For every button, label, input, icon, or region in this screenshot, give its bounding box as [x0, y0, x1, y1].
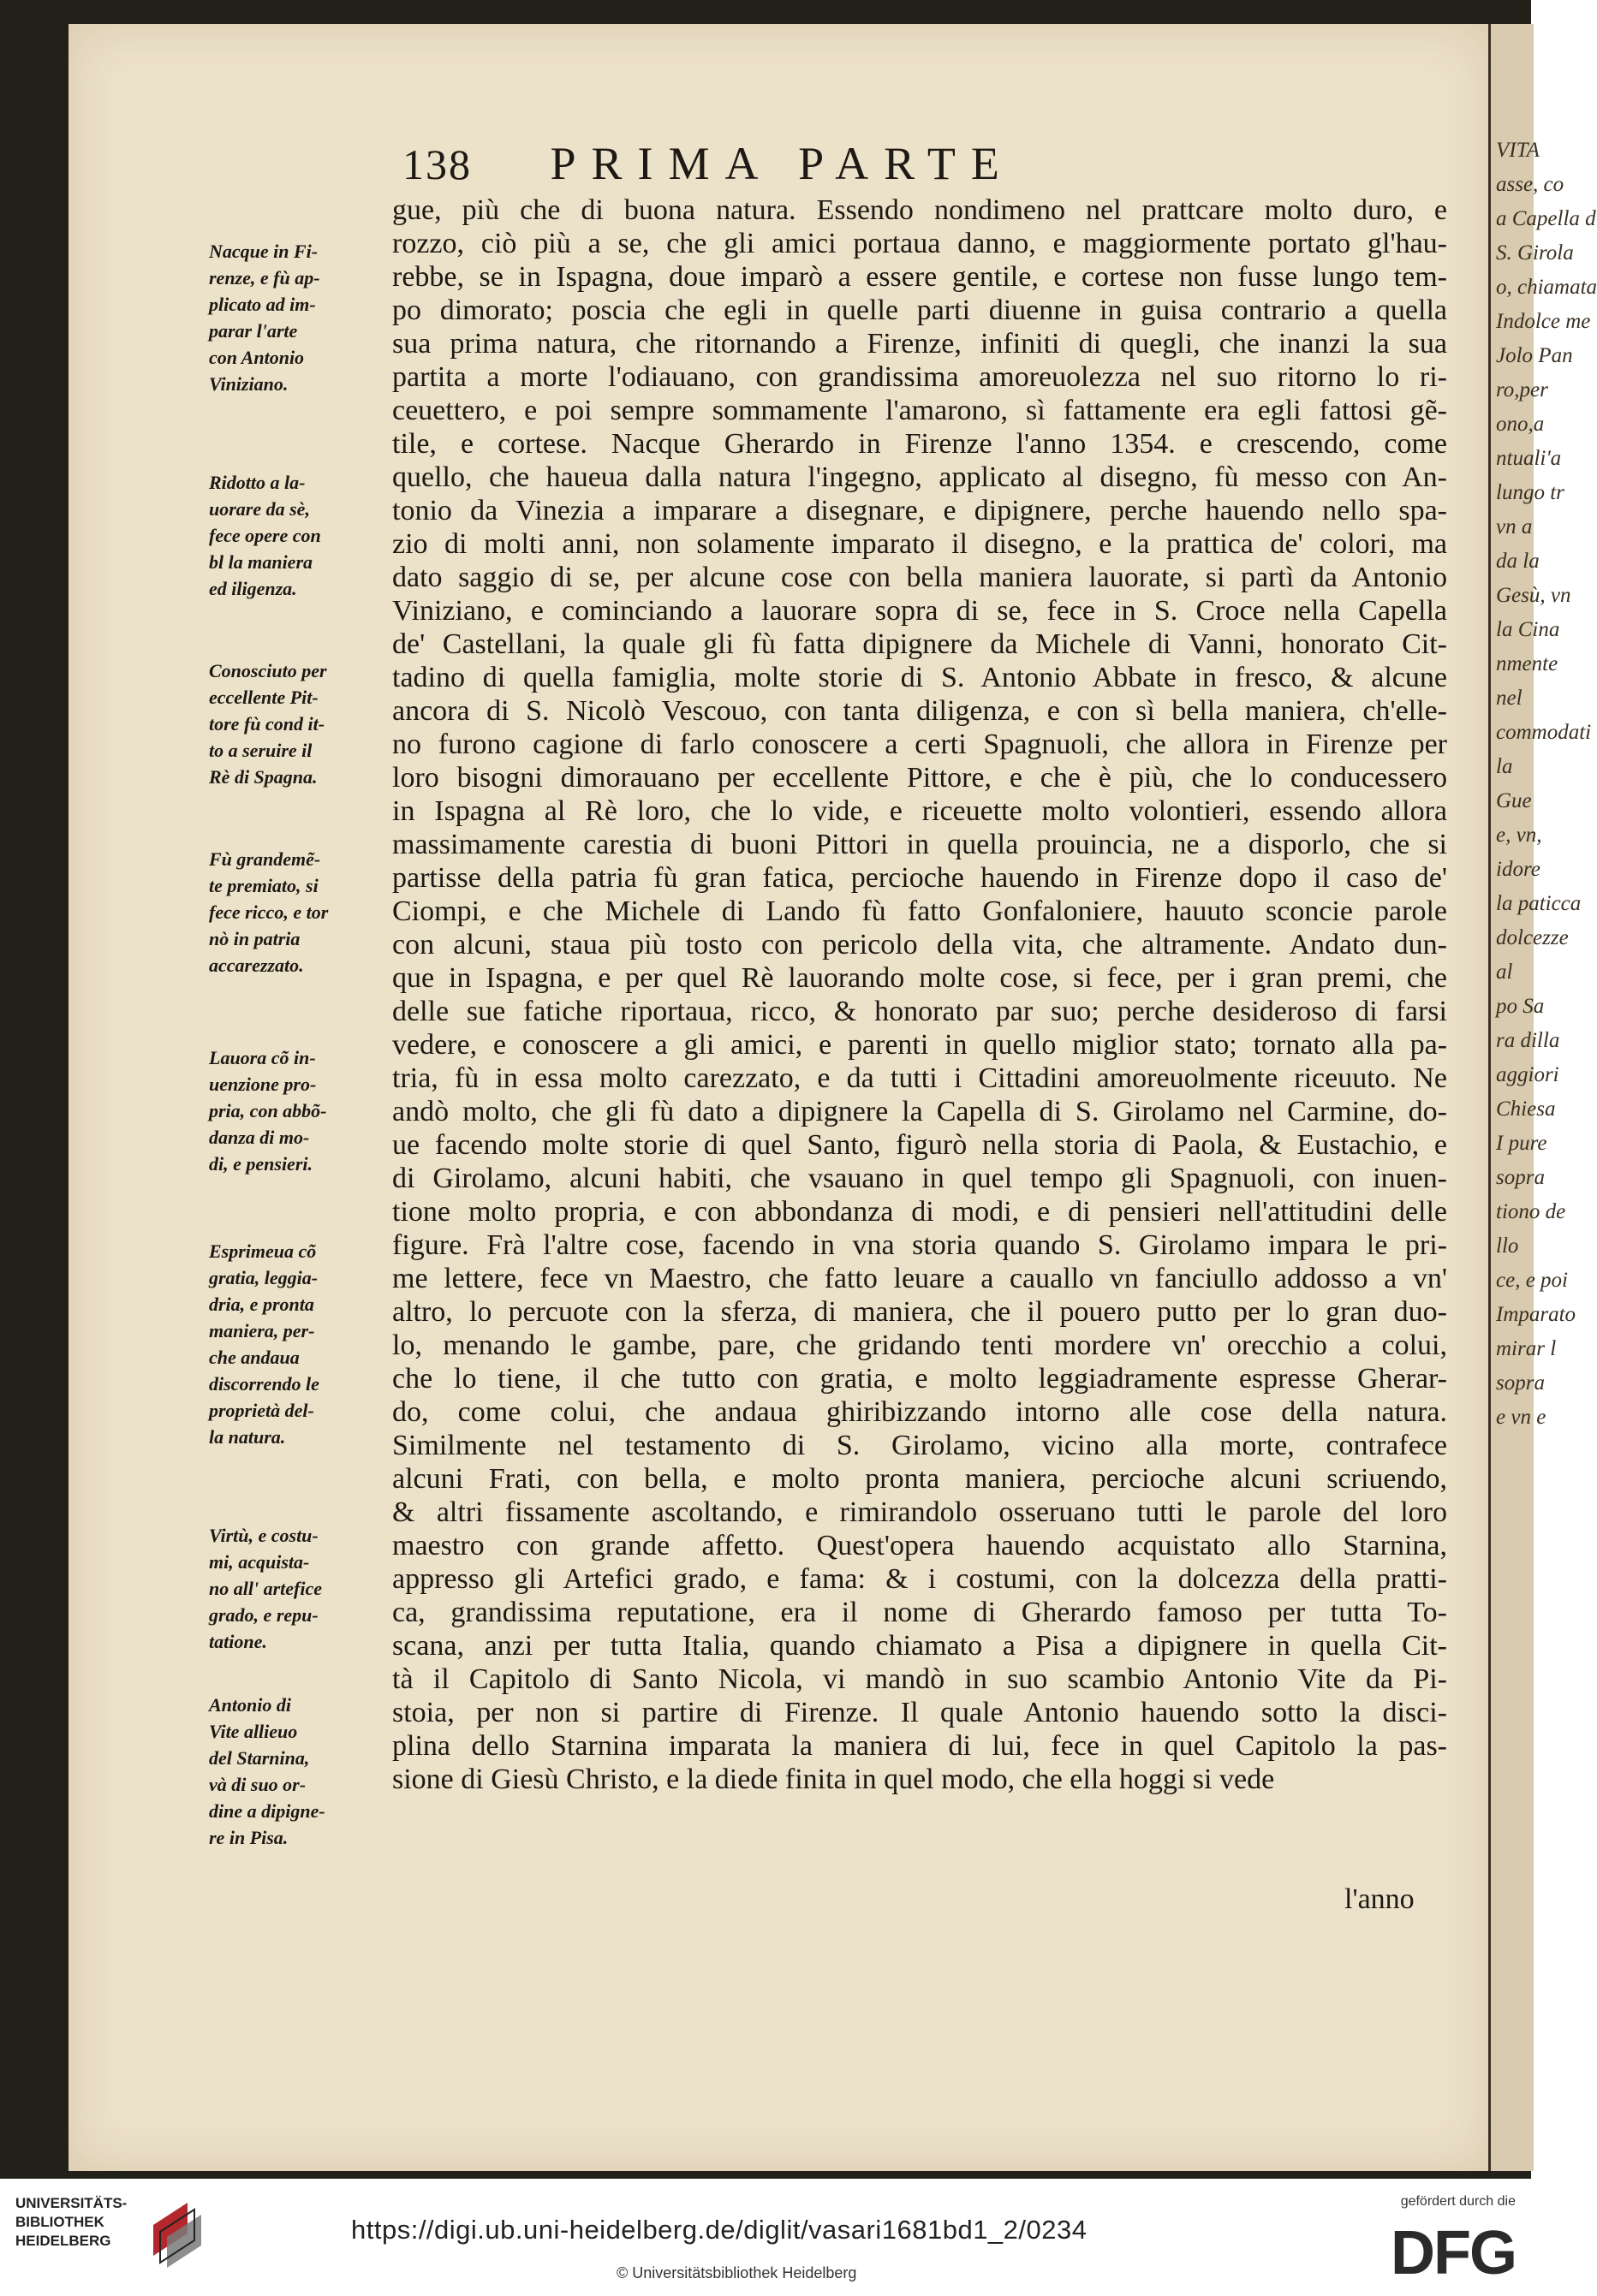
facing-page-fragment: a Capella d — [1496, 207, 1596, 230]
marginal-note-line: dria, e pronta — [209, 1294, 314, 1315]
facing-page-fragment: o, chiamata — [1496, 276, 1597, 299]
marginal-note-line: del Starnina, — [209, 1747, 310, 1769]
library-name-line: BIBLIOTHEK — [15, 2214, 104, 2230]
facing-page-fragment: dolcezze — [1496, 926, 1569, 949]
running-header — [402, 137, 1344, 197]
facing-page-fragment: sopra — [1496, 1371, 1545, 1395]
text-line: alcuni Frati, con bella, e molto pronta maniera, percioche alcuni scriuendo, — [392, 1463, 1447, 1495]
text-line: po dimorato; poscia che egli in quelle parti diuenne in guisa contrario a quella — [392, 294, 1447, 326]
text-line: tione molto propria, e con abbondanza di modi, e di pensieri nell'attitudini delle — [392, 1196, 1447, 1228]
text-line: appresso gli Artefici grado, e fama: & i costumi, con la dolcezza della pratti- — [392, 1563, 1447, 1595]
marginal-note-line: parar l'arte — [209, 320, 298, 342]
marginal-note-line: Lauora cõ in- — [209, 1047, 316, 1068]
text-line: plina dello Starnina imparata la maniera di lui, fece in quel Capitolo la pas- — [392, 1730, 1447, 1762]
marginal-note — [209, 469, 389, 602]
marginal-note-line: te premiato, si — [209, 875, 319, 896]
text-line: scana, anzi per tutta Italia, quando chiamato a Pisa a dipignere in quella Cit- — [392, 1630, 1447, 1662]
facing-page-fragment: e vn e — [1496, 1406, 1546, 1429]
marginal-note — [209, 1238, 389, 1450]
facing-page-fragment: la — [1496, 755, 1513, 778]
marginal-note-line: Viniziano. — [209, 373, 289, 395]
marginal-note-line: re in Pisa. — [209, 1827, 289, 1848]
text-line: que in Ispagna, e per quel Rè lauorando molte cose, si fece, per i gran premi, che — [392, 962, 1447, 994]
text-line: in Ispagna al Rè loro, che lo vide, e riceuette molto volontieri, essendo allora — [392, 795, 1447, 827]
marginal-note-line: to a seruire il — [209, 740, 313, 761]
marginal-note-line: Ridotto a la- — [209, 472, 306, 493]
marginal-note-line: Vite allieuo — [209, 1721, 298, 1742]
text-line: rozzo, ciò più a se, che gli amici portaua danno, e maggiormente portato gl'hau- — [392, 228, 1447, 259]
marginal-note-line: gratia, leggia- — [209, 1267, 319, 1288]
marginal-note-line: dine a dipigne- — [209, 1800, 325, 1822]
text-line: vedere, e conoscere a gli amici, e parenti in quello miglior stato; tornato alla pa- — [392, 1029, 1447, 1061]
facing-page-fragment: nmente — [1496, 652, 1558, 675]
marginal-note-line: eccellente Pit- — [209, 687, 319, 708]
marginal-note-line: plicato ad im- — [209, 294, 316, 315]
text-line: tile, e cortese. Nacque Gherardo in Firenze l'anno 1354. e crescendo, come — [392, 428, 1447, 460]
facing-page-fragment: ro,per — [1496, 378, 1548, 402]
text-line: rebbe, se in Ispagna, doue imparò a essere gentile, e cortese non fusse lungo tem- — [392, 261, 1447, 293]
text-line: andò molto, che gli fù dato a dipignere la Capella di S. Girolamo nel Carmine, do- — [392, 1096, 1447, 1127]
marginal-note — [209, 1044, 389, 1177]
text-line: tonio da Vinezia a imparare a disegnare, e dipignere, perche hauendo nello spa- — [392, 495, 1447, 526]
text-line: figure. Frà l'altre cose, facendo in vna storia quando S. Girolamo impara le pri- — [392, 1229, 1447, 1261]
facing-page-fragment: po Sa — [1496, 995, 1545, 1018]
facing-page-fragment: Gesù, vn — [1496, 584, 1571, 607]
facing-page-fragment: ntuali'a — [1496, 447, 1562, 470]
copyright-notice: © Universitätsbibliothek Heidelberg — [617, 2264, 857, 2281]
text-line: massimamente carestia di buoni Pittori in quella prouincia, ne a disporlo, che si — [392, 829, 1447, 860]
marginal-note-line: pria, con abbõ- — [209, 1100, 327, 1121]
text-line: stoia, per non si partire di Firenze. Il quale Antonio hauendo sotto la disci- — [392, 1697, 1447, 1728]
text-line: di Girolamo, alcuni habiti, che vsauano in quel tempo gli Spagnuoli, con inuen- — [392, 1163, 1447, 1194]
marginal-note-line: che andaua — [209, 1347, 300, 1368]
marginal-note-line: uorare da sè, — [209, 498, 310, 520]
marginal-note-line: bl la maniera — [209, 551, 313, 573]
marginal-note-line: tore fù cond it- — [209, 713, 325, 735]
text-line: dato saggio di se, per alcune cose con bella maniera lauorate, si partì da Antonio — [392, 562, 1447, 593]
text-line: partita a morte l'odiauano, con grandissima amoreuolezza nel suo ritorno lo ri- — [392, 361, 1447, 393]
facing-page-fragment: asse, co — [1496, 173, 1564, 196]
marginal-note-line: danza di mo- — [209, 1127, 310, 1148]
marginal-note-line: Virtù, e costu- — [209, 1525, 319, 1546]
marginal-note-line: fece opere con — [209, 525, 321, 546]
facing-page-edge — [1488, 24, 1597, 2171]
facing-page-fragment: I pure — [1496, 1132, 1547, 1155]
facing-page-fragment: la paticca — [1496, 892, 1582, 915]
marginal-note-line: fece ricco, e tor — [209, 901, 329, 923]
page-number: 138 — [402, 140, 472, 188]
marginal-note-line: grado, e repu- — [209, 1604, 319, 1626]
marginal-note — [209, 846, 389, 978]
marginal-note-line: con Antonio — [209, 347, 305, 368]
marginal-note-line: discorrendo le — [209, 1373, 319, 1395]
facing-page-fragment: S. Girola — [1496, 241, 1574, 265]
facing-page-fragment: tiono de — [1496, 1200, 1566, 1223]
text-line: Viniziano, e cominciando a lauorare sopra di se, fece in S. Croce nella Capella — [392, 595, 1447, 627]
marginal-note-line: la natura. — [209, 1426, 286, 1448]
text-line: gue, più che di buona natura. Essendo nondimeno nel prattcare molto duro, e — [392, 194, 1447, 226]
facing-page-fragment: da la — [1496, 550, 1540, 573]
text-line: con alcuni, staua più tosto con pericolo della vita, che altramente. Andato dun- — [392, 929, 1447, 961]
text-line: che lo tiene, il che tutto con gratia, e molto leggiadramente espresse Gherar- — [392, 1363, 1447, 1395]
facing-page-fragment: Indolce me — [1496, 310, 1591, 333]
text-line: altro, lo percuote con la sferza, di maniera, che il pouero putto per lo gran duo- — [392, 1296, 1447, 1328]
facing-page-fragment: sopra — [1496, 1166, 1545, 1189]
text-line: me lettere, fece vn Maestro, che fatto leuare a cauallo vn fanciullo addosso a vn' — [392, 1263, 1447, 1294]
facing-page-fragment: e, vn, — [1496, 824, 1542, 847]
facing-page-fragment: ono,a — [1496, 413, 1545, 436]
viewer-footer — [0, 2179, 1531, 2296]
text-line: tà il Capitolo di Santo Nicola, vi mandò in suo scambio Antonio Vite da Pi- — [392, 1663, 1447, 1695]
marginal-note — [209, 238, 389, 397]
facing-page-fragment: lungo tr — [1496, 481, 1564, 504]
text-line: sione di Giesù Christo, e la diede finita in quel modo, che ella hoggi si vede — [392, 1764, 1275, 1795]
main-text-block — [392, 193, 1447, 1796]
library-emblem-icon — [150, 2199, 212, 2273]
text-line: tadino di quella famiglia, molte storie di S. Antonio Abbate in fresco, & alcune — [392, 662, 1447, 693]
marginal-note-line: tatione. — [209, 1631, 267, 1652]
marginal-note-line: uenzione pro- — [209, 1074, 317, 1095]
marginal-note-line: mi, acquista- — [209, 1551, 310, 1573]
facing-page-fragment: idore — [1496, 858, 1540, 881]
facing-page-fragment: Gue — [1496, 789, 1532, 812]
text-line: partisse della patria fù gran fatica, percioche hauendo in Firenze dopo il caso de' — [392, 862, 1447, 894]
text-line: Ciompi, e che Michele di Lando fù fatto Gonfaloniere, hauuto sconcie parole — [392, 895, 1447, 927]
facing-page-fragment: VITA — [1496, 139, 1540, 162]
text-line: lo, menando le gambe, pare, che gridando tenti mordere vn' orecchio a colui, — [392, 1329, 1447, 1361]
text-line: quello, che haueua dalla natura l'ingegno, applicato al disegno, fù messo con An- — [392, 461, 1447, 493]
facing-page-fragment: ra dilla — [1496, 1029, 1560, 1052]
marginal-note-line: Conosciuto per — [209, 660, 327, 681]
funder-logo[interactable] — [1353, 2194, 1516, 2288]
facing-page-fragment: aggiori — [1496, 1063, 1559, 1086]
facing-page-fragment: nel — [1496, 687, 1523, 710]
facing-page-fragment: ce, e poi — [1496, 1269, 1568, 1292]
funding-note: gefördert durch die — [1400, 2194, 1516, 2209]
marginal-note-line: ed iligenza. — [209, 578, 297, 599]
text-line: maestro con grande affetto. Quest'opera hauendo acquistato allo Starnina, — [392, 1530, 1447, 1561]
facing-page-fragment: vn a — [1496, 515, 1533, 538]
document-url[interactable]: https://digi.ub.uni-heidelberg.de/diglit/vasari1681bd1_2/0234 — [351, 2215, 1088, 2245]
text-line: & altri fissamente ascoltando, e rimirandolo osseruano tutti le parole del loro — [392, 1496, 1447, 1528]
marginal-note — [209, 1522, 389, 1655]
text-line: ceuettero, e poi sempre sommamente l'amarono, sì fattamente era egli fattosi gẽ- — [392, 395, 1447, 426]
text-line: sua prima natura, che ritornando a Firenze, infiniti di quegli, che inanzi la sua — [392, 328, 1447, 360]
marginal-note-line: Rè di Spagna. — [209, 766, 318, 788]
marginal-note-line: Esprimeua cõ — [209, 1240, 317, 1262]
text-line: no furono cagione di farlo conoscere a certi Spagnuoli, che allora in Firenze per — [392, 729, 1447, 760]
text-line: zio di molti anni, non solamente imparato il disegno, e la prattica de' colori, ma — [392, 528, 1447, 560]
marginal-note-line: Fù grandemẽ- — [209, 848, 321, 870]
running-title: PRIMA PARTE — [550, 138, 1015, 189]
facing-page-fragment: llo — [1496, 1234, 1519, 1258]
marginal-note-line: Antonio di — [209, 1694, 291, 1716]
text-line: loro bisogni dimorauano per eccellente Pittore, e che è più, che lo conducessero — [392, 762, 1447, 794]
marginal-note-line: di, e pensieri. — [209, 1153, 313, 1175]
text-line: tria, fù in essa molto carezzato, e da tutti i Cittadini amoreuolmente riceuuto. Ne — [392, 1062, 1447, 1094]
text-line: ancora di S. Nicolò Vescouo, con tanta diligenza, e con sì bella maniera, ch'elle- — [392, 695, 1447, 727]
text-line: do, come colui, che andaua ghiribizzando intorno alle cose della natura. — [392, 1396, 1447, 1428]
library-name-line: HEIDELBERG — [15, 2233, 111, 2249]
marginal-note-line: renze, e fù ap- — [209, 267, 320, 288]
text-line: ca, grandissima reputatione, era il nome di Gherardo famoso per tutta To- — [392, 1597, 1447, 1628]
marginal-note-line: no all' artefice — [209, 1578, 322, 1599]
dfg-logo-text: DFG — [1391, 2219, 1516, 2287]
text-line: ue facendo molte storie di quel Santo, figurò nella storia di Paola, & Eustachio, e — [392, 1129, 1447, 1161]
text-line: Similmente nel testamento di S. Girolamo, vicino alla morte, contrafece — [392, 1430, 1447, 1461]
marginal-note-line: proprietà del- — [209, 1400, 314, 1421]
facing-page-fragment: Chiesa — [1496, 1097, 1556, 1121]
facing-page-fragment: mirar l — [1496, 1337, 1557, 1360]
marginal-note — [209, 657, 389, 790]
marginal-note-line: maniera, per- — [209, 1320, 315, 1341]
facing-page-fragment: Jolo Pan — [1496, 344, 1573, 367]
marginal-note — [209, 1692, 389, 1851]
text-line: de' Castellani, la quale gli fù fatta dipignere da Michele di Vanni, honorato Cit- — [392, 628, 1447, 660]
facing-page-fragment: Imparato — [1496, 1303, 1576, 1326]
marginal-note-line: nò in patria — [209, 928, 301, 949]
text-line: delle sue fatiche riportaua, ricco, & honorato par suo; perche desideroso di farsi — [392, 996, 1447, 1027]
facing-page-fragment: al — [1496, 961, 1513, 984]
marginal-note-line: accarezzato. — [209, 955, 304, 976]
library-name-line: UNIVERSITÄTS- — [15, 2195, 128, 2211]
facing-page-fragment: commodati — [1496, 721, 1592, 744]
marginal-note-line: Nacque in Fi- — [209, 241, 319, 262]
facing-page-fragment: la Cina — [1496, 618, 1560, 641]
marginal-note-line: và di suo or- — [209, 1774, 307, 1795]
catchword: l'anno — [1344, 1883, 1415, 1915]
